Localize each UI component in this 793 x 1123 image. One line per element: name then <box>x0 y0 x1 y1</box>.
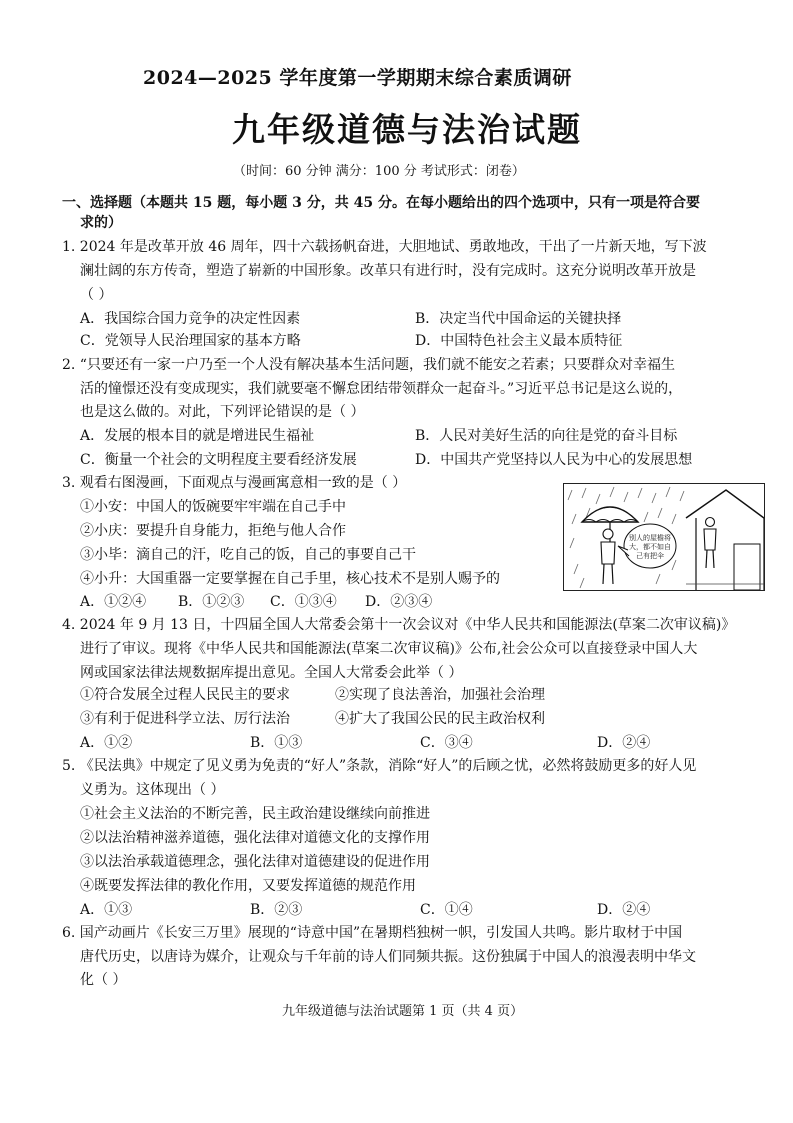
question-text: 1. 2024 年是改革开放 46 周年，四十六载扬帆奋进，大胆地试、勇敢地改，干出了一片新天地，写下波 <box>62 239 707 255</box>
statement-3: ③有利于促进科学立法、厉行法治 <box>80 711 290 727</box>
option-c: C．③④ <box>420 735 473 751</box>
statement-1: ①小安：中国人的饭碗要牢牢端在自己手中 <box>80 499 346 515</box>
question-text: 澜壮阔的东方传奇，塑造了崭新的中国形象。改革只有进行时，没有完成时。这充分说明改革开放是 <box>80 263 696 279</box>
bubble-text-3: 己有把伞 <box>636 552 664 560</box>
option-b: B．②③ <box>250 902 303 918</box>
exam-title-line1: 2024—2025 学年度第一学期期末综合素质调研 <box>143 67 572 89</box>
option-d: D．中国特色社会主义最本质特征 <box>415 333 623 349</box>
statement-3: ③以法治承载道德理念，强化法律对道德建设的促进作用 <box>80 854 430 870</box>
option-b: B．人民对美好生活的向往是党的奋斗目标 <box>415 428 678 444</box>
statement-4: ④既要发挥法律的教化作用，又要发挥道德的规范作用 <box>80 878 416 894</box>
question-text: 活的憧憬还没有变成现实，我们就要毫不懈怠团结带领群众一起奋斗。”习近平总书记是这么说的， <box>80 381 683 397</box>
rain-umbrella-drawing <box>564 484 764 590</box>
question-text: 也是这么做的。对此，下列评论错误的是（ ） <box>80 404 365 420</box>
exam-info: （时间：60 分钟 满分：100 分 考试形式：闭卷） <box>233 164 525 179</box>
statement-4: ④小升：大国重器一定要掌握在自己手里，核心技术不是别人赐予的 <box>80 571 500 587</box>
statement-2: ②小庆：要提升自身能力，拒绝与他人合作 <box>80 523 346 539</box>
question-text: 6. 国产动画片《长安三万里》展现的“诗意中国”在暑期档独树一帜，引发国人共鸣。影片取材于中国 <box>62 925 683 941</box>
option-c: C．①④ <box>420 902 473 918</box>
statement-1: ①社会主义法治的不断完善，民主政治建设继续向前推进 <box>80 806 430 822</box>
statement-2: ②以法治精神滋养道德，强化法律对道德文化的支撑作用 <box>80 830 430 846</box>
option-a: A．①② <box>80 735 133 751</box>
option-d: D．②④ <box>597 902 651 918</box>
statement-3: ③小毕：滴自己的汗，吃自己的饭，自己的事要自己干 <box>80 547 416 563</box>
section-heading: 一、选择题（本题共 15 题，每小题 3 分，共 45 分。在每小题给出的四个选项中，只有一项是符合要 <box>62 195 700 211</box>
option-c: C．党领导人民治理国家的基本方略 <box>80 333 301 349</box>
cartoon-illustration <box>563 483 765 591</box>
option-d: D．中国共产党坚持以人民为中心的发展思想 <box>415 452 693 468</box>
question-text: 化（ ） <box>80 972 127 988</box>
statement-1: ①符合发展全过程人民民主的要求 <box>80 687 290 703</box>
option-c: C．衡量一个社会的文明程度主要看经济发展 <box>80 452 357 468</box>
option-d: D．②④ <box>597 735 651 751</box>
statement-4: ④扩大了我国公民的民主政治权利 <box>335 711 545 727</box>
question-text: 3. 观看右图漫画，下面观点与漫画寓意相一致的是（ ） <box>62 475 407 491</box>
page-footer: 九年级道德与法治试题第 1 页（共 4 页） <box>282 1004 524 1019</box>
question-text: 5. 《民法典》中规定了见义勇为免责的“好人”条款，消除“好人”的后顾之忧，必然将鼓励更多的好人见 <box>62 758 697 774</box>
bubble-text-1: 别人的屋檐将 <box>629 534 671 542</box>
section-heading-cont: 求的） <box>80 215 122 231</box>
question-text: 进行了审议。现将《中华人民共和国能源法(草案二次审议稿)》公布,社会公众可以直接登录中国人大 <box>80 641 698 657</box>
option-a: A．①②④ <box>80 594 147 610</box>
question-text: 2. “只要还有一家一户乃至一个人没有解决基本生活问题，我们就不能安之若素；只要群众对幸福生 <box>62 357 675 373</box>
option-b: B．决定当代中国命运的关键抉择 <box>415 311 622 327</box>
option-a: A．发展的根本目的就是增进民生福祉 <box>80 428 315 444</box>
option-b: B．①③ <box>250 735 303 751</box>
bubble-text-2: 大，都不如自 <box>629 543 671 551</box>
question-text: 唐代历史，以唐诗为媒介，让观众与千年前的诗人们同频共振。这份独属于中国人的浪漫表明中华文 <box>80 949 696 965</box>
option-b: B．①②③ <box>178 594 245 610</box>
option-a: A．我国综合国力竞争的决定性因素 <box>80 311 301 327</box>
question-text: 义勇为。这体现出（ ） <box>80 782 225 798</box>
answer-blank: （ ） <box>80 287 113 303</box>
option-c: C．①③④ <box>270 594 337 610</box>
question-text: 网或国家法律法规数据库提出意见。全国人大常委会此举（ ） <box>80 665 463 681</box>
option-d: D．②③④ <box>365 594 433 610</box>
option-a: A．①③ <box>80 902 133 918</box>
question-text: 4. 2024 年 9 月 13 日，十四届全国人大常委会第十一次会议对《中华人民共和国能源法(草案二次审议稿)》 <box>62 617 736 633</box>
statement-2: ②实现了良法善治，加强社会治理 <box>335 687 545 703</box>
exam-title: 九年级道德与法治试题 <box>232 110 582 149</box>
